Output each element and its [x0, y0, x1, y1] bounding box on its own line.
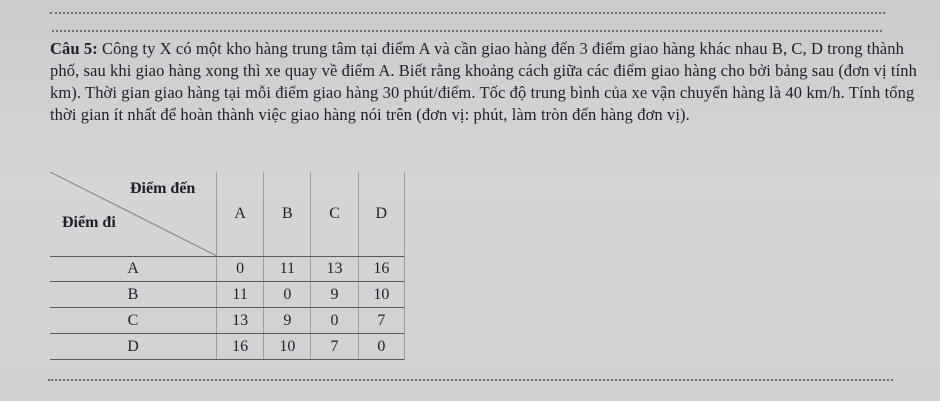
table-row: [50, 334, 404, 360]
row-label-c: C: [50, 308, 217, 334]
table-cell: 9: [311, 282, 358, 308]
table-cell: 11: [264, 256, 311, 282]
table-cell: 0: [217, 256, 264, 282]
table-cell: 11: [217, 282, 264, 308]
answer-line-bottom: [48, 379, 893, 381]
distance-table-container: [50, 172, 405, 360]
answer-line-top: [50, 12, 885, 14]
header-origin-label: Điểm đi: [62, 214, 116, 231]
table-cell: 16: [217, 334, 264, 360]
question-block: [50, 38, 920, 126]
column-header-b: B: [264, 172, 311, 256]
table-row: [50, 256, 404, 282]
table-cell: 0: [311, 308, 358, 334]
table-cell: 10: [264, 334, 311, 360]
row-label-d: D: [50, 334, 217, 360]
table-cell: 7: [311, 334, 358, 360]
table-cell: 0: [264, 282, 311, 308]
header-destination-label: Điểm đến: [130, 180, 196, 197]
column-header-d: D: [358, 172, 404, 256]
answer-line-second: [52, 30, 882, 32]
row-label-a: A: [50, 256, 217, 282]
question-label: Câu 5:: [50, 39, 98, 58]
table-cell: 0: [358, 334, 404, 360]
table-row: [50, 282, 404, 308]
question-paragraph: [50, 38, 920, 126]
table-row: [50, 308, 404, 334]
question-text: Công ty X có một kho hàng trung tâm tại điểm A và cần giao hàng đến 3 điểm giao hàng khác nhau B, C, D trong thành phố, sau khi giao hàng xong thì xe quay về điểm A. Biết rằng khoảng cách giữa các điểm giao hàng cho bởi bảng sau (đơn vị tính km). Thời gian giao hàng tại mỗi điểm giao hàng 30 phút/điểm. Tốc độ trung bình của xe vận chuyển hàng là 40 km/h. Tính tổng thời gian ít nhất để hoàn thành việc giao hàng nói trên (đơn vị: phút, làm tròn đến hàng đơn vị).: [50, 39, 917, 124]
table-cell: 10: [358, 282, 404, 308]
table-cell: 13: [217, 308, 264, 334]
row-label-b: B: [50, 282, 217, 308]
table-cell: 9: [264, 308, 311, 334]
diagonal-header-cell: [50, 172, 217, 256]
distance-table: [50, 172, 404, 360]
table-header-row: [50, 172, 404, 256]
column-header-a: A: [217, 172, 264, 256]
column-header-c: C: [311, 172, 358, 256]
table-cell: 7: [358, 308, 404, 334]
table-cell: 13: [311, 256, 358, 282]
table-cell: 16: [358, 256, 404, 282]
